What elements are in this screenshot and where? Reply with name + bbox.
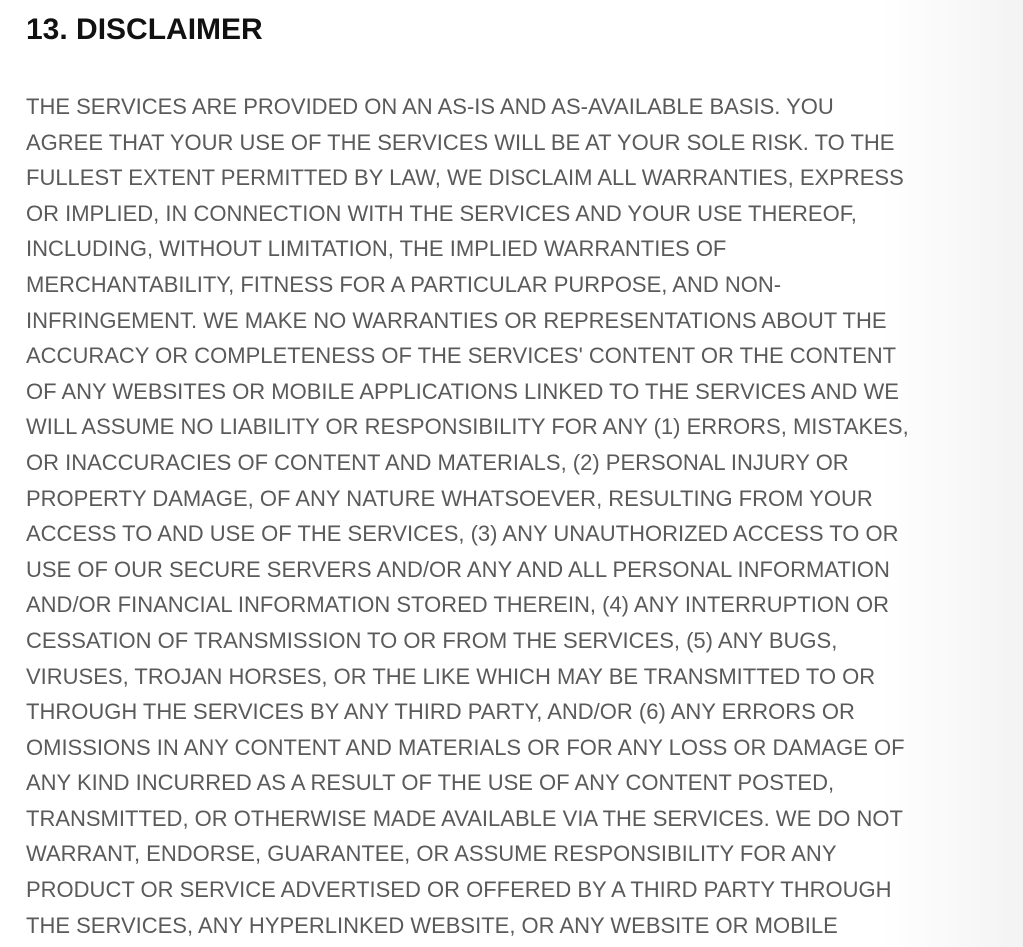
paragraph-line: AGREE THAT YOUR USE OF THE SERVICES WILL BE AT YOUR SOLE RISK. TO THE — [26, 129, 895, 155]
paragraph-line: CESSATION OF TRANSMISSION TO OR FROM THE SERVICES, (5) ANY BUGS, — [26, 627, 838, 653]
paragraph-line: OF ANY WEBSITES OR MOBILE APPLICATIONS LINKED TO THE SERVICES AND WE — [26, 378, 899, 404]
paragraph-line: TRANSMITTED, OR OTHERWISE MADE AVAILABLE VIA THE SERVICES. WE DO NOT — [26, 805, 903, 831]
paragraph-line: VIRUSES, TROJAN HORSES, OR THE LIKE WHICH MAY BE TRANSMITTED TO OR — [26, 663, 876, 689]
paragraph-line: THE SERVICES ARE PROVIDED ON AN AS-IS AND AS-AVAILABLE BASIS. YOU — [26, 94, 834, 119]
section-heading: 13. DISCLAIMER — [26, 13, 263, 46]
paragraph-line: INCLUDING, WITHOUT LIMITATION, THE IMPLIED WARRANTIES OF — [26, 236, 727, 262]
paragraph-line: ANY KIND INCURRED AS A RESULT OF THE USE OF ANY CONTENT POSTED, — [26, 770, 835, 796]
paragraph-line: ACCESS TO AND USE OF THE SERVICES, (3) ANY UNAUTHORIZED ACCESS TO OR — [26, 521, 899, 547]
paragraph-line: AND/OR FINANCIAL INFORMATION STORED THEREIN, (4) ANY INTERRUPTION OR — [26, 592, 889, 618]
paragraph-line: WILL ASSUME NO LIABILITY OR RESPONSIBILITY FOR ANY (1) ERRORS, MISTAKES, — [26, 414, 909, 440]
disclaimer-paragraph — [26, 89, 1016, 943]
paragraph-line: OMISSIONS IN ANY CONTENT AND MATERIALS OR FOR ANY LOSS OR DAMAGE OF — [26, 734, 905, 760]
paragraph-line: INFRINGEMENT. WE MAKE NO WARRANTIES OR REPRESENTATIONS ABOUT THE — [26, 307, 887, 333]
paragraph-line: OR IMPLIED, IN CONNECTION WITH THE SERVICES AND YOUR USE THEREOF, — [26, 200, 857, 226]
paragraph-line: THROUGH THE SERVICES BY ANY THIRD PARTY, AND/OR (6) ANY ERRORS OR — [26, 699, 855, 725]
paragraph-line: OR INACCURACIES OF CONTENT AND MATERIALS, (2) PERSONAL INJURY OR — [26, 449, 849, 475]
paragraph-line: PROPERTY DAMAGE, OF ANY NATURE WHATSOEVER, RESULTING FROM YOUR — [26, 485, 873, 511]
paragraph-line: WARRANT, ENDORSE, GUARANTEE, OR ASSUME RESPONSIBILITY FOR ANY — [26, 841, 837, 867]
paragraph-line: ACCURACY OR COMPLETENESS OF THE SERVICES' CONTENT OR THE CONTENT — [26, 343, 897, 369]
paragraph-line: USE OF OUR SECURE SERVERS AND/OR ANY AND ALL PERSONAL INFORMATION — [26, 556, 890, 582]
paragraph-line: THE SERVICES, ANY HYPERLINKED WEBSITE, OR ANY WEBSITE OR MOBILE — [26, 912, 838, 938]
paragraph-line: FULLEST EXTENT PERMITTED BY LAW, WE DISCLAIM ALL WARRANTIES, EXPRESS — [26, 165, 904, 191]
paragraph-line: MERCHANTABILITY, FITNESS FOR A PARTICULAR PURPOSE, AND NON- — [26, 271, 782, 297]
paragraph-line: PRODUCT OR SERVICE ADVERTISED OR OFFERED BY A THIRD PARTY THROUGH — [26, 877, 892, 903]
